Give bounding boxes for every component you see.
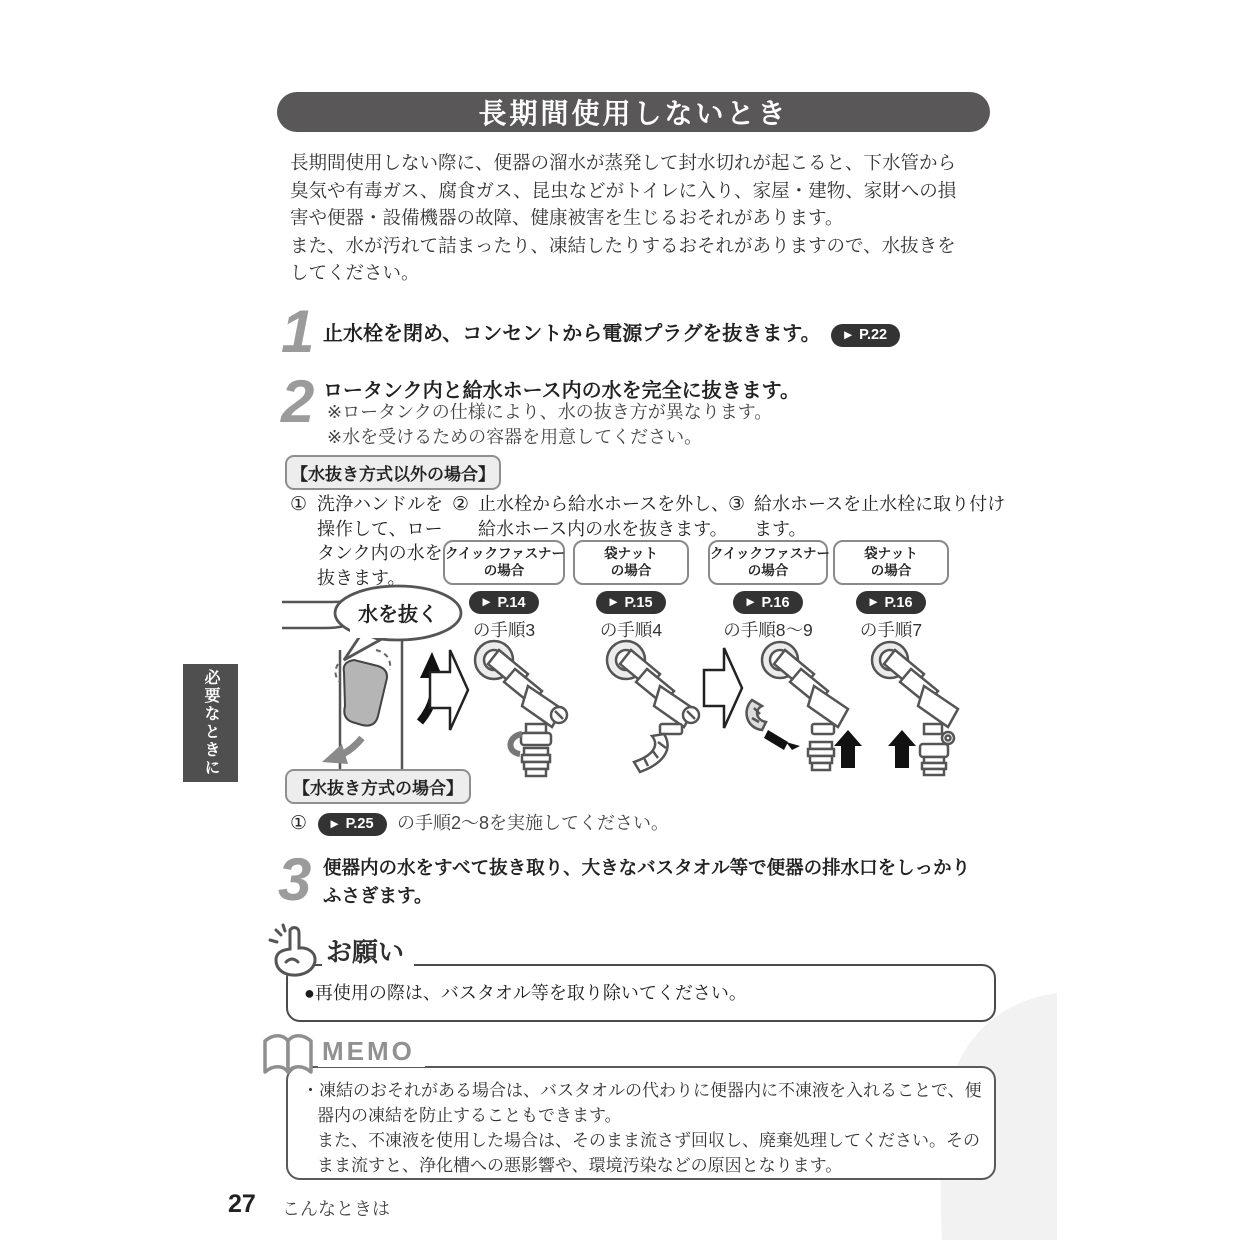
step-3-number: 3 xyxy=(278,846,312,913)
item-2-line: 止水栓から給水ホースを外し、 xyxy=(478,494,730,514)
footer-section-title: こんなときは xyxy=(282,1199,390,1219)
memo-text xyxy=(302,1078,982,1178)
play-icon: ▶ xyxy=(609,596,618,609)
intro-paragraph xyxy=(290,149,956,287)
intro-line: 臭気や有毒ガス、腐食ガス、昆虫などがトイレに入り、家屋・建物、家財への損 xyxy=(290,179,957,201)
step-2-note-2: ※水を受けるための容器を用意してください。 xyxy=(327,427,703,447)
handle-shape xyxy=(335,650,390,726)
case-box xyxy=(573,540,689,585)
item-1-line: 抜きます。 xyxy=(317,567,406,588)
page-ref-label: P.22 xyxy=(859,327,888,344)
faucet-bag-nut-illustration xyxy=(600,636,712,778)
page-ref-label: P.15 xyxy=(624,594,653,611)
memo-line: また、不凍液を使用した場合は、そのまま流さず回収し、廃棄処理してください。その xyxy=(317,1131,980,1150)
item-2-marker: ② xyxy=(452,494,470,515)
item-1-text xyxy=(317,492,443,590)
item-3-text xyxy=(754,492,1005,541)
play-icon: ▶ xyxy=(482,596,491,609)
step-3-line: ふさぎます。 xyxy=(323,885,433,906)
bubble-text-slot: 水を抜く xyxy=(358,604,438,626)
page-ref-badge xyxy=(469,591,538,614)
case-box xyxy=(443,540,565,585)
page-ref-label: P.16 xyxy=(884,594,913,611)
memo-book-icon xyxy=(260,1032,316,1078)
page-ref-label: P.16 xyxy=(761,594,790,611)
case-box xyxy=(708,540,831,585)
step-2-note-1: ※ロータンクの仕様により、水の抜き方が異なります。 xyxy=(327,402,773,422)
step-2-heading: ロータンク内と給水ホース内の水を完全に抜きます。 xyxy=(323,380,800,402)
step-3-text xyxy=(323,854,970,910)
drain-instruction xyxy=(290,810,669,838)
footer-page-number: 27 xyxy=(228,1190,256,1218)
section-label-drain: 【水抜き方式の場合】 xyxy=(285,769,471,804)
case-step-ref: の手順8〜9 xyxy=(723,620,813,640)
play-icon: ▶ xyxy=(746,596,755,609)
onegai-title: お願い xyxy=(322,932,414,969)
pointing-hand-icon xyxy=(266,922,320,978)
item-3-line: ます。 xyxy=(754,518,807,539)
item-1-marker: ① xyxy=(290,494,308,515)
item-1-line: 操作して、ロー xyxy=(317,518,443,539)
step-2-number: 2 xyxy=(281,368,315,435)
page-ref-badge xyxy=(596,591,665,614)
item-3-marker: ③ xyxy=(728,494,746,515)
item-2-line: 給水ホース内の水を抜きます。 xyxy=(478,518,728,539)
page-ref-label: P.14 xyxy=(497,594,526,611)
case-box xyxy=(833,540,949,585)
page-ref-badge xyxy=(318,813,387,836)
case-step-ref: の手順3 xyxy=(472,620,536,640)
case-step-ref: の手順7 xyxy=(859,620,923,640)
case-box-line: の場合 xyxy=(483,563,525,578)
step-1-number: 1 xyxy=(281,298,315,365)
side-tab-section: 必要なときに xyxy=(183,664,238,782)
item-3-line: 給水ホースを止水栓に取り付け xyxy=(754,494,1006,514)
section-label-non-drain: 【水抜き方式以外の場合】 xyxy=(285,455,501,490)
play-icon: ▶ xyxy=(330,818,339,830)
memo-line: 器内の凍結を防止することもできます。 xyxy=(317,1106,622,1125)
intro-line: してください。 xyxy=(290,262,420,283)
play-icon: ▶ xyxy=(844,329,853,341)
case-box-line: の場合 xyxy=(870,563,912,578)
intro-line: 害や便器・設備機器の故障、健康被害を生じるおそれがあります。 xyxy=(290,207,844,228)
faucet-attach-quick-fastener-illustration xyxy=(742,638,862,778)
drain-text: の手順2〜8を実施してください。 xyxy=(397,813,670,833)
step-1-label: 止水栓を閉め、コンセントから電源プラグを抜きます。 xyxy=(323,323,821,345)
case-box-line: の場合 xyxy=(747,563,789,578)
page-ref-badge xyxy=(856,591,925,614)
intro-line: 長期間使用しない際に、便器の溜水が蒸発して封水切れが起こると、下水管から xyxy=(290,152,957,173)
case-box-line: クイックファスナー xyxy=(445,546,566,561)
case-column-4 xyxy=(833,540,949,642)
memo-title: MEMO xyxy=(318,1036,425,1067)
page-ref-badge xyxy=(831,324,900,347)
case-box-line: の場合 xyxy=(610,563,652,578)
case-box-line: クイックファスナー xyxy=(710,546,831,561)
case-box-line: 袋ナット xyxy=(864,546,918,561)
item-1-line: タンク内の水を xyxy=(317,543,443,563)
case-step-ref: の手順4 xyxy=(599,620,663,640)
memo-line: まま流すと、浄化槽への悪影響や、環境汚染などの原因となります。 xyxy=(317,1156,843,1175)
item-2-text xyxy=(478,492,729,541)
case-column-2 xyxy=(573,540,689,642)
play-icon: ▶ xyxy=(869,596,878,609)
arrow-right-icon xyxy=(702,646,744,730)
memo-line: ・凍結のおそれがある場合は、バスタオルの代わりに便器内に不凍液を入れることで、便 xyxy=(302,1081,982,1100)
faucet-attach-bag-nut-illustration xyxy=(864,638,968,778)
arrow-right-icon xyxy=(428,648,470,732)
step-1-text xyxy=(323,317,900,349)
item-1-line: 洗浄ハンドルを xyxy=(317,494,443,514)
onegai-bullet: ●再使用の際は、バスタオル等を取り除いてください。 xyxy=(304,983,747,1003)
page-ref-label: P.25 xyxy=(345,816,374,833)
small-gray-arrow xyxy=(322,738,362,764)
page-title: 長期間使用しないとき xyxy=(277,92,990,132)
faucet-quick-fastener-illustration xyxy=(468,636,580,778)
case-box-line: 袋ナット xyxy=(604,546,658,561)
step-3-line: 便器内の水をすべて抜き取り、大きなバスタオル等で便器の排水口をしっかり xyxy=(323,857,971,878)
case-column-3 xyxy=(708,540,831,642)
page-ref-badge xyxy=(733,591,802,614)
drain-marker: ① xyxy=(290,813,308,834)
intro-line: また、水が汚れて詰まったり、凍結したりするおそれがありますので、水抜きを xyxy=(290,234,956,256)
